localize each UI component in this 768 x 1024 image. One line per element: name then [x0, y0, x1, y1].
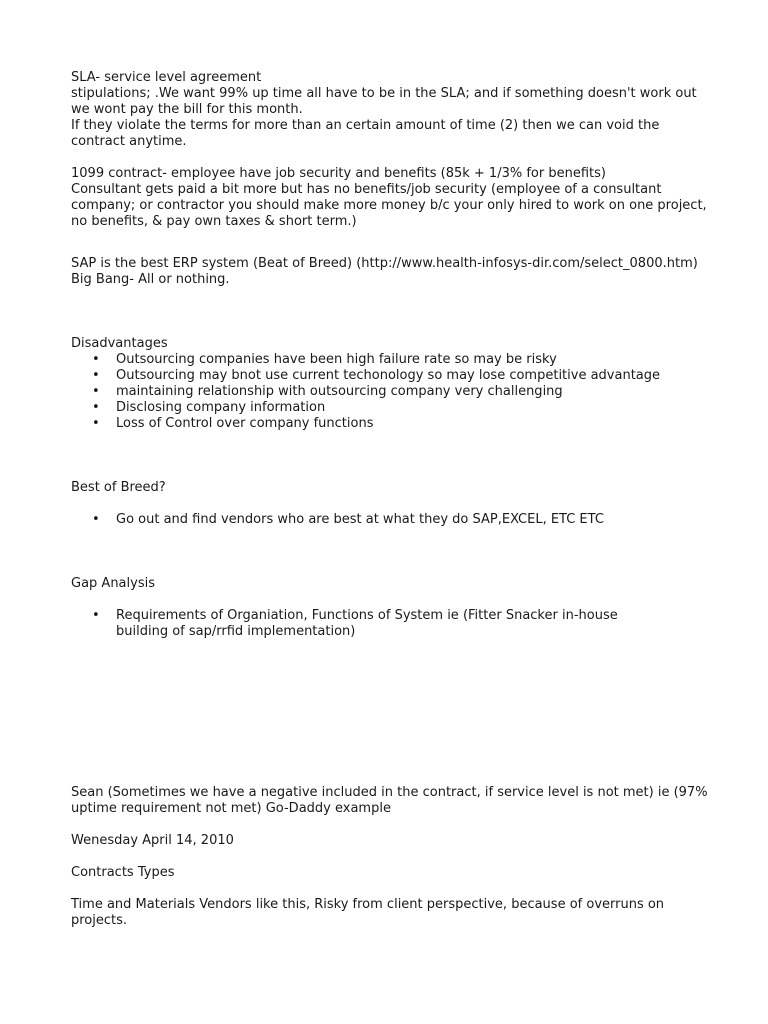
text-line: 1099 contract- employee have job security and benefits (85k + 1/3% for benefits) — [71, 166, 606, 181]
bullet-icon: • — [92, 400, 100, 415]
sean-paragraph — [71, 785, 711, 817]
section-heading: Disadvantages — [71, 336, 168, 351]
bullet-icon: • — [92, 384, 100, 399]
text-line: Big Bang- All or nothing. — [71, 272, 230, 287]
text-line: Sean (Sometimes we have a negative included in the contract, if service level is not met) ie (97% — [71, 785, 708, 800]
document-page — [71, 70, 711, 929]
gap-analysis-list — [71, 608, 711, 640]
text-line: Time and Materials Vendors like this, Risky from client perspective, because of overruns on — [71, 897, 665, 912]
text-line: company; or contractor you should make more money b/c your only hired to work on one project, — [71, 198, 707, 213]
bullet-icon: • — [92, 512, 100, 527]
best-of-breed-list — [71, 512, 711, 528]
date-line: Wenesday April 14, 2010 — [71, 833, 234, 848]
disadvantages-section — [71, 336, 711, 432]
text-line: SAP is the best ERP system (Beat of Breed) (http://www.health-infosys-dir.com/select_0800.htm) — [71, 256, 698, 271]
sap-paragraph — [71, 256, 711, 288]
disadvantages-list — [71, 352, 711, 432]
text-line: projects. — [71, 913, 128, 928]
bullet-icon: • — [92, 416, 100, 431]
list-item: • Loss of Control over company functions — [92, 416, 374, 431]
list-item: • Requirements of Organiation, Functions of System ie (Fitter Snacker in-house building of sap/rrfid implementation) — [92, 608, 618, 639]
text-line: SLA- service level agreement — [71, 70, 262, 85]
list-item: • Outsourcing companies have been high failure rate so may be risky — [92, 352, 557, 367]
text-line: contract anytime. — [71, 134, 187, 149]
text-line: we wont pay the bill for this month. — [71, 102, 303, 117]
gap-analysis-section — [71, 576, 711, 640]
list-item: • Outsourcing may bnot use current techonology so may lose competitive advantage — [92, 368, 661, 383]
sla-paragraph — [71, 70, 711, 150]
best-of-breed-section — [71, 480, 711, 528]
time-materials-paragraph — [71, 897, 711, 929]
text-line: If they violate the terms for more than an certain amount of time (2) then we can void the — [71, 118, 660, 133]
text-line: uptime requirement not met) Go-Daddy example — [71, 801, 391, 816]
text-line: Consultant gets paid a bit more but has no benefits/job security (employee of a consultant — [71, 182, 662, 197]
section-heading: Gap Analysis — [71, 576, 155, 591]
list-item: • maintaining relationship with outsourcing company very challenging — [92, 384, 563, 399]
list-item: • Disclosing company information — [92, 400, 326, 415]
bullet-icon: • — [92, 352, 100, 367]
section-heading: Contracts Types — [71, 865, 175, 880]
text-line: stipulations; .We want 99% up time all have to be in the SLA; and if something doesn't work out — [71, 86, 697, 101]
list-item: • Go out and find vendors who are best at what they do SAP,EXCEL, ETC ETC — [92, 512, 604, 527]
bullet-icon: • — [92, 608, 100, 623]
section-heading: Best of Breed? — [71, 480, 166, 495]
contract-1099-paragraph — [71, 166, 711, 230]
text-line: no benefits, & pay own taxes & short term.) — [71, 214, 357, 229]
bullet-icon: • — [92, 368, 100, 383]
